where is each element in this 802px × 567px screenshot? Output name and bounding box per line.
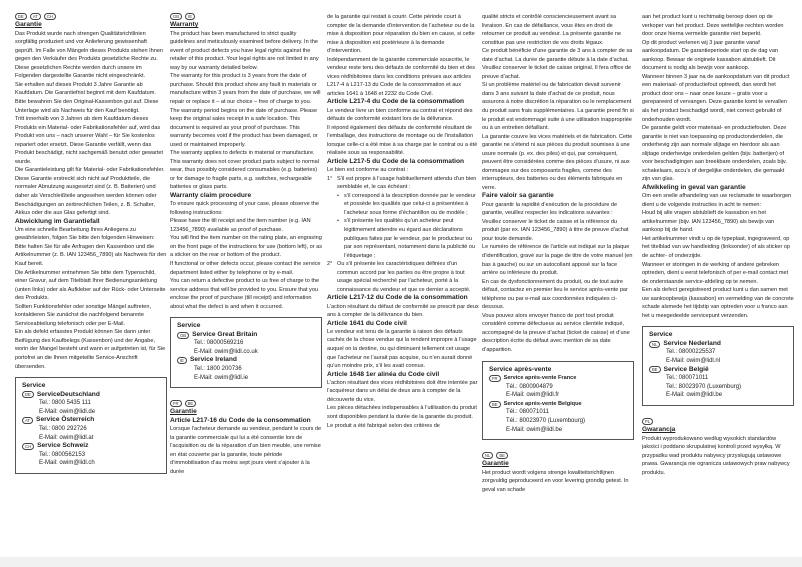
country-code-badge: FR xyxy=(489,375,501,382)
service-contact-line: Tel.: 080071011 xyxy=(666,375,709,382)
service-contact-box xyxy=(642,326,794,406)
service-entry-header xyxy=(649,366,787,375)
service-contact-box xyxy=(170,317,322,388)
country-code-badge: NL xyxy=(482,452,493,459)
paragraph: The warranty applies to defects in material or manufacture. This warranty does not cover product parts subject to normal wear, thus possibly considered consumables (e.g. batteries) or for damage to fragile parts, e.g. switches, rechargeable batteries or glass parts. xyxy=(170,150,319,191)
paragraph: Houd bij alle vragen alstublieft de kassabon en het artikelnummer (bijv. IAN 123456_7890) als bewijs van aankoop bij de hand. xyxy=(642,210,775,234)
column-gb-fr xyxy=(170,13,322,476)
service-entry xyxy=(489,400,627,434)
subsection-heading: Article L217-4 du Code de la consommation xyxy=(327,98,465,106)
paragraph: Das Produkt wurde nach strengen Qualitätsrichtlinien sorgfältig produziert und vor Anlieferung gewissenhaft geprüft. Im Falle von Mängeln dieses Produkts stehen Ihnen gegen den Verkäufer des Produkts gesetzliche Rechte zu. Diese gesetzlichen Rechte werden durch unsere im Folgenden dargestellte Garantie nicht eingeschränkt. xyxy=(15,30,164,80)
service-contact-line: Tel.: 0800 292726 xyxy=(39,425,87,432)
paragraph: Die Garantieleistung gilt für Material- oder Fabrikationsfehler. Diese Garantie erstreckt sich nicht auf Produktteile, die normaler Abnutzung ausgesetzt sind (z. B. Batterien) und daher als Verschleißteile angesehen werden können oder Beschädigungen an zerbrechlichen Teilen, z. B. Schalter, Akkus oder die aus Glas gefertigt sind. xyxy=(15,167,165,217)
country-code-badge: BE xyxy=(649,366,661,373)
paragraph: Le vendeur livre un bien conforme au contrat et répond des défauts de conformité existant lors de la délivrance. xyxy=(327,107,473,123)
subsection-heading: Article 1641 du Code civil xyxy=(327,319,407,327)
country-code-badge: AT xyxy=(30,13,41,20)
country-code-badge: GB xyxy=(177,332,189,339)
service-title: Service après-vente xyxy=(489,365,552,373)
paragraph: The warranty period begins on the date of purchase. Please keep the original sales receipt in a safe location. This document is required as your proof of purchase. This warranty becomes void if the product has been damaged, or used or maintained improperly. xyxy=(170,107,318,148)
service-contact-line: Tél.: 0800904879 xyxy=(506,383,553,390)
service-contact-line: Tel.: 1800 200736 xyxy=(194,366,242,373)
column-nl-pl xyxy=(642,13,794,477)
service-name: Service Nederland xyxy=(663,339,721,347)
list-marker: • xyxy=(337,192,339,199)
service-title: Service xyxy=(177,322,201,330)
list-marker: • xyxy=(337,218,339,225)
service-entry xyxy=(649,340,787,366)
service-entry-header xyxy=(489,374,627,383)
paragraph: If functional or other defects occur, please contact the service department listed either by telephone or by e-mail. xyxy=(170,261,321,276)
service-contact-line: E-Mail: owim@lidl.ie xyxy=(194,374,249,381)
page-footer-band xyxy=(0,557,802,567)
paragraph: Le vendeur est tenu de la garantie à raison des défauts cachés de la chose vendue qui la rendent impropre à l’usage auquel on la destine, ou qui diminuent tellement cet usage que l’acheteur ne l’aurait pas acquise, ou n’en aurait donné qu’un moindre prix, s’il les avait connus. xyxy=(327,328,477,370)
paragraph: de la garantie qui restait à courir. Cette période court à compter de la demande d’intervention de l’acheteur ou de la mise à disposition pour réparation du bien en cause, si cette mise à disposition est postérieure à la demande d’intervention. xyxy=(327,14,475,55)
service-entry xyxy=(177,331,315,357)
service-contact-line: Tel.: 0800 5435 111 xyxy=(39,400,91,407)
paragraph: Op dit product verlenen wij 3 jaar garantie vanaf aankoopdatum. De garantieperiode start op de dag van aankoop. Bewaar de originele kassabon alstublieft. Dit document is nodig als bewijs voor aankoop. xyxy=(642,39,778,72)
paragraph: Le produit a été fabriqué selon des critères de xyxy=(327,422,440,429)
country-flags xyxy=(15,13,167,20)
paragraph: Les pièces détachées indispensables à l’utilisation du produit sont disponibles pendant la durée de la garantie du produit. xyxy=(327,405,477,420)
paragraph: Ce produit bénéficie d’une garantie de 3 ans à compter de sa date d’achat. La durée de garantie débute à la date d’achat. Veuillez conserver le ticket de caisse original. Il fera office de preuve d’achat. xyxy=(482,48,633,80)
subsection-heading: Afwikkeling in geval van garantie xyxy=(642,183,746,191)
subsection-heading: Faire valoir sa garantie xyxy=(482,192,554,200)
paragraph: Het artikelnummer vindt u op de typeplaat, ingegraveerd, op het titelblad van uw handleiding (linksonder) of als sticker op de achter- of onderzijde. xyxy=(642,235,791,259)
service-entry xyxy=(22,442,160,468)
paragraph: Il répond également des défauts de conformité résultant de l’emballage, des instructions de montage ou de l’installation lorsque celle-ci a été mise à sa charge par le contrat ou a été réalisée sous sa responsabilité. xyxy=(327,124,478,157)
numbered-item xyxy=(327,260,479,294)
service-contact-line: Tel.: 08000569216 xyxy=(194,340,244,347)
service-contact-box xyxy=(482,361,634,441)
service-contact-line: Tel.: 08000225537 xyxy=(666,349,716,356)
paragraph: De garantie geldt voor materiaal- en productiefouten. Deze garantie is niet van toepassing op productonderdelen, die onderhevig zijn aan normale slijtage en hierdoor als aan slijtage onderhevige onderdelen gelden (bijv. batterijen) of voor beschadigingen aan breekbare onderdelen, zoals bijv. schakelaars, accu’s of dergelijke onderdelen, die gemaakt zijn van glas. xyxy=(642,125,787,183)
service-entry-header xyxy=(177,331,315,340)
paragraph: Please have the till receipt and the item number (e.g. IAN 123456_7890) available as proof of purchase. xyxy=(170,218,311,233)
bullet-item xyxy=(327,192,479,218)
subsection-heading: Article L217-16 du Code de la consommation xyxy=(170,416,311,424)
service-contact-line: Tél.: 80023970 (Luxembourg) xyxy=(506,417,586,424)
section-heading: Gwarancja xyxy=(642,425,676,433)
service-contact-line: Tel.: 80023970 (Luxemburg) xyxy=(666,383,742,390)
service-contact-line: E-Mail: owim@lidl.be xyxy=(506,426,563,433)
paragraph: aan het product kunt u rechtmatig beroep doen op de verkoper van het product. Deze wettelijke rechten worden door onze hierna vermelde garantie niet beperkt. xyxy=(642,14,784,38)
service-contact-box xyxy=(15,377,167,474)
paragraph: Bitte halten Sie für alle Anfragen den Kassenbon und die Artikelnummer (z. B. IAN 123456_7890) als Nachweis für den Kauf bereit. xyxy=(15,243,167,268)
service-title: Service xyxy=(649,331,673,339)
paragraph: qualité stricts et contrôlé consciencieusement avant sa livraison. En cas de défaillance, vous êtes en droit de retourner ce produit au vendeur. La présente garantie ne constitue pas une restriction de vos droits légaux. xyxy=(482,14,622,46)
service-contact-line: E-Mail: owim@lidl.nl xyxy=(666,357,721,364)
country-code-badge: IE xyxy=(177,357,187,364)
paragraph: Vous pouvez alors envoyer franco de port tout produit considéré comme défectueux au service clientèle indiqué, accompagné de la preuve d’achat (ticket de caisse) et d’une description écrite du défaut avec mention de sa date d’apparition. xyxy=(482,312,630,353)
country-code-badge: AT xyxy=(22,417,33,424)
paragraph: Pour garantir la rapidité d’exécution de la procédure de garantie, veuillez respecter les indications suivantes : xyxy=(482,201,618,217)
paragraph: Si un problème matériel ou de fabrication devait survenir dans 3 ans suivant la date d’achat de ce produit, nous assurons à notre discrétion la réparation ou le remplacement du produit sans frais supplémentaires. La garantie prend fin si le produit est endommagé suite à une utilisation inappropriée ou à un entretien défaillant. xyxy=(482,82,634,132)
country-code-badge: BE xyxy=(185,400,197,407)
service-contact-line: E-Mail: owim@lidl.fr xyxy=(506,392,560,399)
service-contact-line: E-Mail: owim@lidl.be xyxy=(666,392,723,399)
paragraph: Ein als defekt erfasstes Produkt können Sie dann unter Beifügung des Kaufbelegs (Kassenbon) und der Angabe, worin der Mangel besteht und wann er aufgetreten ist, für Sie portofrei an die Ihnen mitgeteilte Service-Anschrift übersenden. xyxy=(15,329,166,370)
subsection-heading: Abwicklung im Garantiefall xyxy=(15,217,100,225)
paragraph: You will find the item number on the rating plate, an engraving on the front page of the instructions for use (bottom left), or as a sticker on the rear or bottom of the product. xyxy=(170,235,323,259)
paragraph: Sollten Funktionsfehler oder sonstige Mängel auftreten, kontaktieren Sie zunächst die nachfolgend benannte Serviceabteilung telefonisch oder per E-Mail. xyxy=(15,303,151,327)
list-text: Ou s’il présente les caractéristiques définies d’un commun accord par les parties ou être propre à tout usage spécial recherché par l’acheteur, porté à la connaissance du vendeur et que ce dernier a accepté. xyxy=(337,261,471,293)
paragraph: Um eine schnelle Bearbeitung Ihres Anliegens zu gewährleisten, folgen Sie bitte den folgenden Hinweisen: xyxy=(15,226,155,242)
paragraph: Die Artikelnummer entnehmen Sie bitte dem Typenschild, einer Gravur, auf dem Titelblatt Ihrer Bedienungsanleitung (unten links) oder als Aufkleber auf der Rück- oder Unterseite des Produkts. xyxy=(15,269,166,302)
paragraph: You can return a defective product to us free of charge to the service address that will be provided to you. Ensure that you enclose the proof of purchase (till receipt) and information about what the defect is and when it occurred. xyxy=(170,278,320,310)
service-name: Service après-vente Belgique xyxy=(503,400,582,407)
service-name: Service Ireland xyxy=(189,356,237,364)
service-entry-header xyxy=(22,391,160,400)
paragraph: L’action résultant du défaut de conformité se prescrit par deux ans à compter de la délivrance du bien. xyxy=(327,303,479,319)
country-code-badge: DE xyxy=(15,13,27,20)
country-flags xyxy=(170,400,322,407)
paragraph: Lorsque l’acheteur demande au vendeur, pendant le cours de la garantie commerciale qui lui a été consentie lors de l’acquisition ou de la réparation d’un bien meuble, une remise en état couverte par la garantie, toute période d’immobilisation d’au moins sept jours vient s’ajouter à la durée xyxy=(170,426,322,475)
country-code-badge: FR xyxy=(170,400,182,407)
numbered-item xyxy=(327,175,479,192)
service-name: Service België xyxy=(663,365,709,373)
paragraph: The warranty for this product is 3 years from the date of purchase. Should this product show any fault in materials or manufacture within 3 years from the date of purchase, we will repair or replace it – at our choice – free of charge to you. xyxy=(170,73,321,105)
service-name: Service Great Britain xyxy=(192,330,258,338)
paragraph: Een als defect geregistreerd product kunt u dan samen met uw aankoopbewijs (kassabon) en vermelding van de concrete schade alsmede het tijdstip van optreden voor u franco aan het u meegedeelde servicepunt verzenden. xyxy=(642,287,794,319)
paragraph: L’action résultant des vices rédhibitoires doit être intentée par l’acquéreur dans un délai de deux ans à compter de la découverte du vice. xyxy=(327,379,478,403)
service-name: Service après-vente France xyxy=(503,374,577,381)
paragraph: Wanneer binnen 3 jaar na de aankoopdatum van dit product een materiaal- of productiefout optreedt, dan wordt het product door ons – naar onze keuze – gratis voor u gerepareerd of vervangen. Deze garantie komt te vervallen als het product beschadigd wordt, niet correct gebruikt of onderhouden wordt. xyxy=(642,73,790,123)
paragraph: The product has been manufactured to strict quality guidelines and meticulously examined before delivery. In the event of product defects you have legal rights against the retailer of this product. Your legal rights are not limited in any way by our warranty detailed below. xyxy=(170,30,319,71)
country-flags xyxy=(642,418,794,425)
subsection-heading: Article 1648 1er alinéa du Code civil xyxy=(327,370,440,378)
service-name: Service Österreich xyxy=(36,416,95,424)
service-name: Service Schweiz xyxy=(37,442,89,450)
country-code-badge: IE xyxy=(185,13,195,20)
service-entry-header xyxy=(649,340,787,349)
paragraph: Wanneer er storingen in de werking of andere gebreken optreden, dient u eerst telefonisch of per e-mail contact met de onderstaande service-afdeling op te nemen. xyxy=(642,261,789,285)
paragraph: Veuillez conserver le ticket de caisse et la référence du produit (par ex. IAN 123456_7890) à titre de preuve d’achat pour toute demande. xyxy=(482,218,629,242)
country-code-badge: GB xyxy=(170,13,182,20)
country-code-badge: NL xyxy=(649,341,660,348)
section-heading: Garantie xyxy=(15,21,42,28)
service-contact-line: E-Mail: owim@lidl.de xyxy=(39,408,96,415)
section-heading: Garantie xyxy=(482,460,509,468)
country-code-badge: PL xyxy=(642,418,653,425)
service-title: Service xyxy=(22,382,46,390)
service-entry-header xyxy=(489,400,627,409)
subsection-heading: Warranty claim procedure xyxy=(170,191,252,199)
paragraph: Indépendamment de la garantie commerciale souscrite, le vendeur reste tenu des défauts de conformité du bien et des vices rédhibitoires dans les conditions prévues aux articles L217-4 à L217-13 du Code de la consommation et aux articles 1641 à 1648 et 2232 du Code Civil. xyxy=(327,56,476,97)
section-heading: Garantie xyxy=(170,408,197,416)
list-marker: 1° xyxy=(327,175,333,182)
list-text: s’il présente les qualités qu’un acheteur peut légitimement attendre eu égard aux déclarations publiques faites par le vendeur, par le producteur ou par son représentant, notamment dans la publicité ou l’étiquetage ; xyxy=(344,218,476,259)
section-heading: Warranty xyxy=(170,21,199,28)
service-contact-line: Tél.: 080071011 xyxy=(506,409,549,416)
list-text: s’il correspond à la description donnée par le vendeur et possède les qualités que celui-ci a présentées à l’acheteur sous forme d’échantillon ou de modèle ; xyxy=(344,192,476,216)
subsection-heading: Article L217-12 du Code de la consommation xyxy=(327,294,468,302)
list-marker: 2° xyxy=(327,261,333,268)
bullet-item xyxy=(327,217,479,260)
service-entry-header xyxy=(22,416,160,425)
subsection-heading: Article L217-5 du Code de la consommation xyxy=(327,157,465,165)
paragraph: Tritt innerhalb von 3 Jahren ab dem Kaufdatum dieses Produkts ein Material- oder Fabrikationsfehler auf, wird das Produkt von uns – nach unserer Wahl – für Sie kostenlos repariert oder ersetzt. Diese Garantie verfällt, wenn das Produkt beschädigt, nicht sachgemäß benutzt oder gewartet wurde. xyxy=(15,116,164,165)
service-entry xyxy=(489,374,627,400)
service-entry-header xyxy=(22,442,160,451)
country-flags xyxy=(170,13,322,20)
service-entry xyxy=(177,356,315,382)
service-entry xyxy=(649,366,787,400)
paragraph: Le bien est conforme au contrat : xyxy=(327,167,409,174)
paragraph: En cas de dysfonctionnement du produit, ou de tout autre défaut, contactez en premier lieu le service après-vente par téléphone ou par e-mail aux coordonnées indiquées ci-dessous. xyxy=(482,278,628,311)
paragraph: Le numéro de référence de l’article est indiqué sur la plaque d’identification, gravé sur la page de titre de votre manuel (en bas à gauche) ou sur un autocollant apposé sur la face arrière ou inférieure du produit. xyxy=(482,244,633,277)
column-fr-legal xyxy=(327,13,479,430)
service-entry-header xyxy=(177,356,315,365)
column-fr-nl xyxy=(482,13,634,494)
service-contact-line: Tel.: 0800562153 xyxy=(39,451,86,458)
service-contact-line: E-Mail: owim@lidl.co.uk xyxy=(194,348,258,355)
paragraph: Om een snelle afhandeling van uw reclamatie te waarborgen dient u de volgende instructies in acht te nemen: xyxy=(642,193,792,208)
paragraph: Sie erhalten auf dieses Produkt 3 Jahre Garantie ab Kaufdatum. Die Garantiefrist beginnt mit dem Kaufdatum. Bitte bewahren Sie den Original-Kassenbon gut auf. Diese Unterlage wird als Nachweis für den Kauf benötigt. xyxy=(15,81,159,114)
country-code-badge: CH xyxy=(22,443,34,450)
list-text: S’il est propre à l’usage habituellement attendu d’un bien semblable et, le cas échéant : xyxy=(337,175,477,191)
country-code-badge: DE xyxy=(22,391,34,398)
paragraph: La garantie couvre les vices matériels et de fabrication. Cette garantie ne s’étend ni aux pièces du produit soumises à une usure normale (p. ex. des piles) et qui, par conséquent, peuvent être considérées comme des pièces d’usure, ni aux dommages sur des composants fragiles, comme des interrupteurs, des batteries ou des éléments fabriqués en verre. xyxy=(482,133,633,191)
service-contact-line: E-Mail: owim@lidl.at xyxy=(39,434,94,441)
paragraph: Produkt wyprodukowano według wysokich standardów jakości i poddano skrupulatnej kontroli przed wysyłką. W przypadku wad produktu nabywcy przysługują ustawowe prawa. Gwarancja nie ogranicza ustawowych praw nabywcy produktu. xyxy=(642,435,790,476)
country-flags xyxy=(482,452,634,459)
service-entry xyxy=(22,391,160,417)
column-de xyxy=(15,13,167,486)
paragraph: To ensure quick processing of your case, please observe the following instructions: xyxy=(170,201,319,216)
service-name: ServiceDeutschland xyxy=(36,390,100,398)
country-code-badge: BE xyxy=(489,401,501,408)
service-contact-line: E-Mail: owim@lidl.ch xyxy=(39,460,95,467)
paragraph: Het product wordt volgens strenge kwaliteitsrichtlijnen zorgvuldig geproduceerd en voor levering grondig getest. In geval van schade xyxy=(482,469,629,493)
country-code-badge: CH xyxy=(44,13,56,20)
country-code-badge: BE xyxy=(496,452,508,459)
service-entry xyxy=(22,416,160,442)
